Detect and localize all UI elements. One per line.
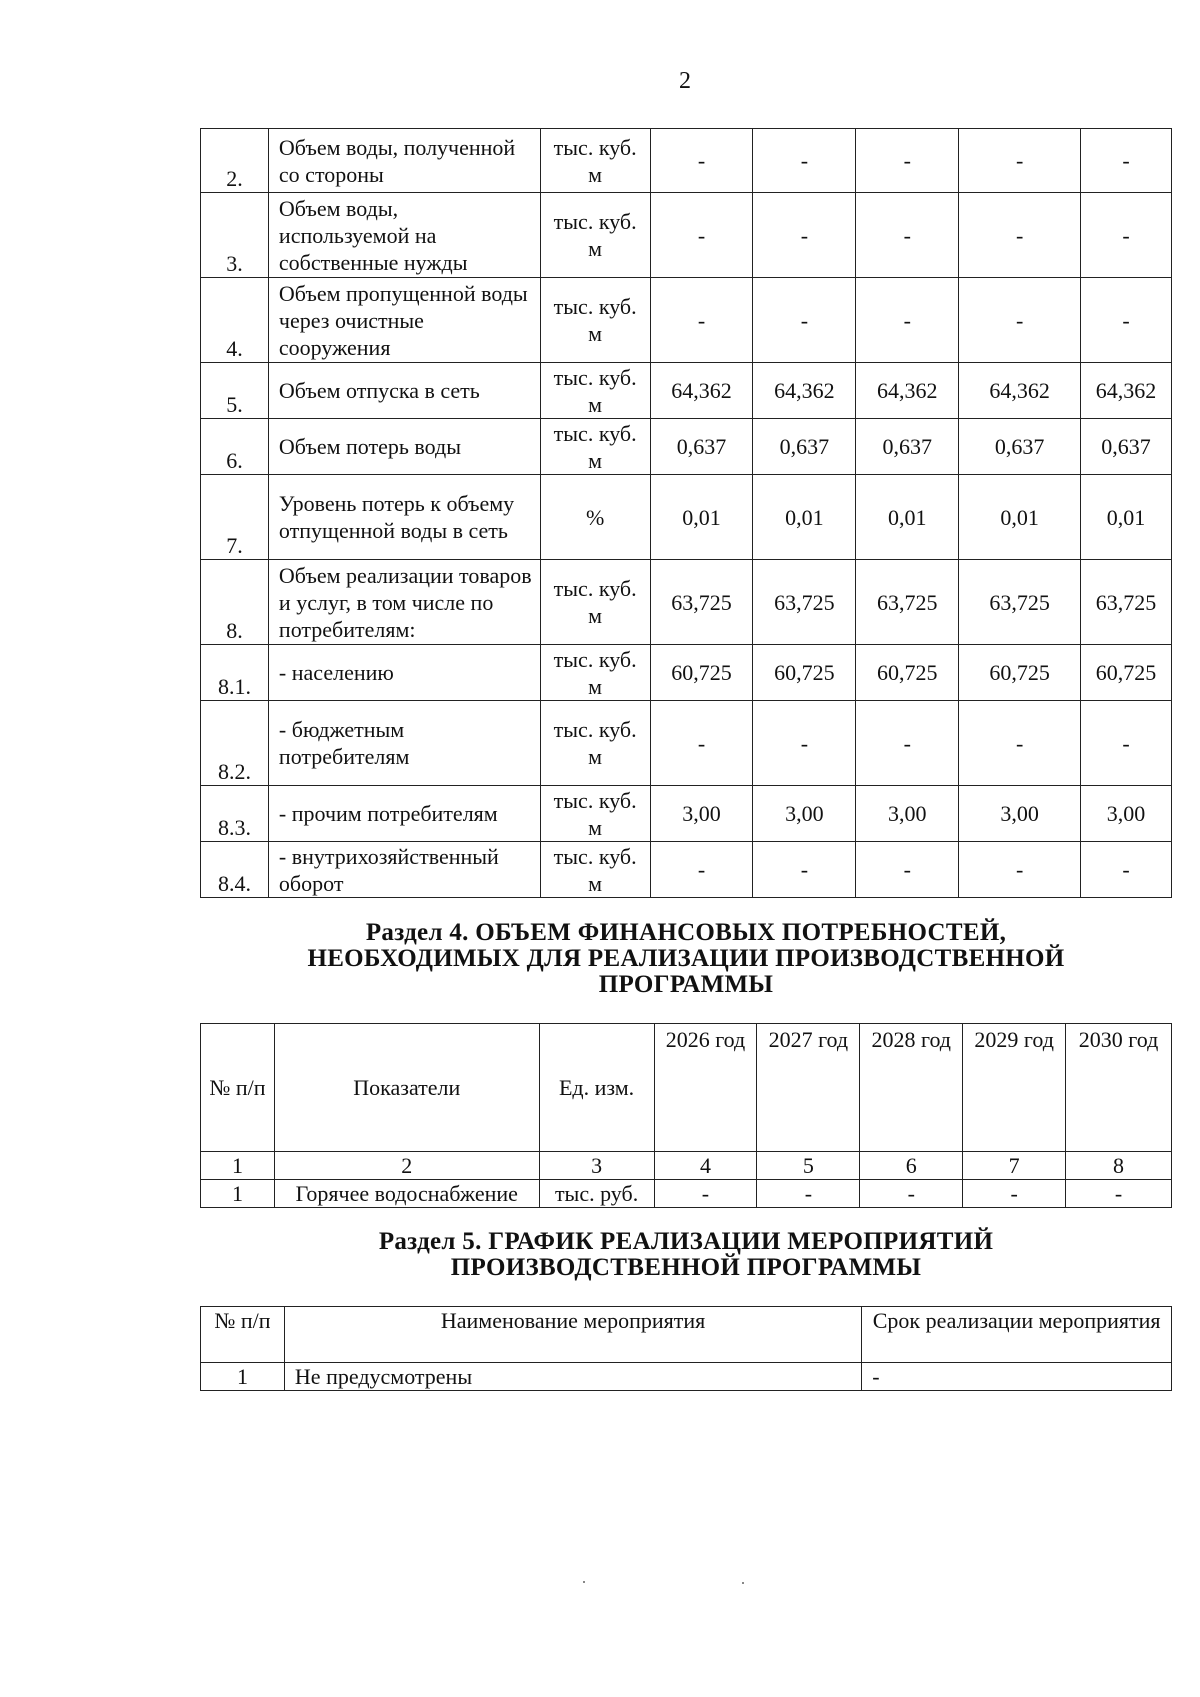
col-num-header: № п/п bbox=[201, 1307, 285, 1363]
row-value: 3,00 bbox=[1081, 786, 1172, 842]
table-row bbox=[201, 786, 1172, 842]
row-value: - bbox=[753, 701, 856, 786]
row-value: 3,00 bbox=[959, 786, 1081, 842]
schedule-table bbox=[200, 1306, 1172, 1391]
row-value: 60,725 bbox=[753, 645, 856, 701]
row-value: - bbox=[1081, 129, 1172, 193]
row-num: 3. bbox=[201, 193, 269, 278]
row-unit: тыс. куб. м bbox=[540, 363, 650, 419]
row-name: - внутрихозяйственный оборот bbox=[268, 842, 540, 898]
row-value: - bbox=[856, 129, 959, 193]
col-num-header: № п/п bbox=[201, 1024, 275, 1152]
row-value: - bbox=[650, 129, 753, 193]
row-value: 63,725 bbox=[650, 560, 753, 645]
row-value: 0,637 bbox=[856, 419, 959, 475]
row-term: - bbox=[862, 1363, 1172, 1391]
row-unit: тыс. куб. м bbox=[540, 129, 650, 193]
row-value: - bbox=[650, 193, 753, 278]
row-value: 0,01 bbox=[753, 475, 856, 560]
table-row bbox=[201, 193, 1172, 278]
row-name: Объем воды, полученной со стороны bbox=[268, 129, 540, 193]
row-num: 1 bbox=[201, 1363, 285, 1391]
row-name: Объем воды, используемой на собственные нужды bbox=[268, 193, 540, 278]
row-value: - bbox=[856, 842, 959, 898]
row-num: 8. bbox=[201, 560, 269, 645]
row-num: 1 bbox=[201, 1180, 275, 1208]
table-row bbox=[201, 701, 1172, 786]
row-value: 60,725 bbox=[1081, 645, 1172, 701]
row-value: 63,725 bbox=[856, 560, 959, 645]
row-value: 64,362 bbox=[959, 363, 1081, 419]
row-value: 64,362 bbox=[856, 363, 959, 419]
table-row bbox=[201, 475, 1172, 560]
row-value: - bbox=[963, 1180, 1066, 1208]
col-term-header: Срок реализации мероприятия bbox=[862, 1307, 1172, 1363]
table-row bbox=[201, 129, 1172, 193]
row-value: 3,00 bbox=[650, 786, 753, 842]
col-year-header: 2029 год bbox=[963, 1024, 1066, 1152]
row-name: Объем реализации товаров и услуг, в том числе по потребителям: bbox=[268, 560, 540, 645]
row-value: - bbox=[654, 1180, 757, 1208]
row-value: - bbox=[860, 1180, 963, 1208]
row-value: 0,637 bbox=[1081, 419, 1172, 475]
row-value: - bbox=[753, 129, 856, 193]
index-cell: 1 bbox=[201, 1152, 275, 1180]
row-value: - bbox=[650, 842, 753, 898]
row-value: 60,725 bbox=[856, 645, 959, 701]
col-indicators-header: Показатели bbox=[274, 1024, 539, 1152]
index-cell: 6 bbox=[860, 1152, 963, 1180]
index-cell: 4 bbox=[654, 1152, 757, 1180]
row-num: 2. bbox=[201, 129, 269, 193]
col-year-header: 2027 год bbox=[757, 1024, 860, 1152]
row-value: - bbox=[757, 1180, 860, 1208]
scan-speck bbox=[583, 1581, 585, 1583]
col-year-header: 2030 год bbox=[1066, 1024, 1172, 1152]
row-value: - bbox=[959, 701, 1081, 786]
row-unit: тыс. куб. м bbox=[540, 419, 650, 475]
row-unit: тыс. руб. bbox=[539, 1180, 654, 1208]
row-unit: тыс. куб. м bbox=[540, 278, 650, 363]
row-value: - bbox=[650, 278, 753, 363]
row-name: - бюджетным потребителям bbox=[268, 701, 540, 786]
col-year-header: 2028 год bbox=[860, 1024, 963, 1152]
section4-heading: Раздел 4. ОБЪЕМ ФИНАНСОВЫХ ПОТРЕБНОСТЕЙ, НЕОБХОДИМЫХ ДЛЯ РЕАЛИЗАЦИИ ПРОИЗВОДСТВЕННОЙ ПРОГРАММЫ bbox=[307, 919, 1065, 998]
table-row bbox=[201, 645, 1172, 701]
row-value: 0,637 bbox=[959, 419, 1081, 475]
row-num: 8.1. bbox=[201, 645, 269, 701]
row-value: 0,01 bbox=[959, 475, 1081, 560]
table-row bbox=[201, 419, 1172, 475]
table-row bbox=[201, 1180, 1172, 1208]
row-value: - bbox=[1066, 1180, 1172, 1208]
row-num: 8.4. bbox=[201, 842, 269, 898]
row-value: - bbox=[1081, 842, 1172, 898]
row-unit: тыс. куб. м bbox=[540, 193, 650, 278]
row-num: 7. bbox=[201, 475, 269, 560]
index-cell: 5 bbox=[757, 1152, 860, 1180]
row-name: Объем пропущенной воды через очистные сооружения bbox=[268, 278, 540, 363]
index-cell: 7 bbox=[963, 1152, 1066, 1180]
row-unit: тыс. куб. м bbox=[540, 842, 650, 898]
row-unit: тыс. куб. м bbox=[540, 560, 650, 645]
row-value: - bbox=[856, 701, 959, 786]
row-value: - bbox=[1081, 701, 1172, 786]
row-value: - bbox=[650, 701, 753, 786]
production-indicators-table bbox=[200, 128, 1172, 898]
row-unit: тыс. куб. м bbox=[540, 645, 650, 701]
row-name: - прочим потребителям bbox=[268, 786, 540, 842]
row-value: - bbox=[1081, 193, 1172, 278]
row-name: Уровень потерь к объему отпущенной воды в сеть bbox=[268, 475, 540, 560]
row-value: - bbox=[753, 193, 856, 278]
scan-speck bbox=[742, 1582, 744, 1584]
table-row bbox=[201, 363, 1172, 419]
row-name: Объем потерь воды bbox=[268, 419, 540, 475]
row-unit: тыс. куб. м bbox=[540, 701, 650, 786]
row-value: - bbox=[959, 842, 1081, 898]
row-value: - bbox=[959, 278, 1081, 363]
row-value: - bbox=[753, 842, 856, 898]
row-value: 64,362 bbox=[1081, 363, 1172, 419]
row-num: 8.2. bbox=[201, 701, 269, 786]
row-value: 3,00 bbox=[856, 786, 959, 842]
row-value: 63,725 bbox=[1081, 560, 1172, 645]
row-name: - населению bbox=[268, 645, 540, 701]
section5-heading: Раздел 5. ГРАФИК РЕАЛИЗАЦИИ МЕРОПРИЯТИЙ ПРОИЗВОДСТВЕННОЙ ПРОГРАММЫ bbox=[378, 1228, 994, 1281]
col-unit-header: Ед. изм. bbox=[539, 1024, 654, 1152]
row-unit: тыс. куб. м bbox=[540, 786, 650, 842]
page-number: 2 bbox=[679, 68, 691, 94]
table-row bbox=[201, 842, 1172, 898]
row-value: 0,01 bbox=[1081, 475, 1172, 560]
row-value: - bbox=[753, 278, 856, 363]
row-value: 0,637 bbox=[753, 419, 856, 475]
row-value: - bbox=[959, 193, 1081, 278]
table-row bbox=[201, 560, 1172, 645]
row-unit: % bbox=[540, 475, 650, 560]
row-value: 63,725 bbox=[753, 560, 856, 645]
row-value: 60,725 bbox=[959, 645, 1081, 701]
row-value: 0,01 bbox=[856, 475, 959, 560]
index-cell: 3 bbox=[539, 1152, 654, 1180]
financial-needs-table bbox=[200, 1023, 1172, 1208]
table-row bbox=[201, 1363, 1172, 1391]
row-num: 6. bbox=[201, 419, 269, 475]
row-value: - bbox=[1081, 278, 1172, 363]
table-header-row bbox=[201, 1024, 1172, 1152]
row-value: 3,00 bbox=[753, 786, 856, 842]
row-value: - bbox=[856, 278, 959, 363]
row-value: - bbox=[856, 193, 959, 278]
row-value: 60,725 bbox=[650, 645, 753, 701]
row-value: 64,362 bbox=[753, 363, 856, 419]
col-year-header: 2026 год bbox=[654, 1024, 757, 1152]
row-value: 0,637 bbox=[650, 419, 753, 475]
col-name-header: Наименование мероприятия bbox=[284, 1307, 861, 1363]
row-value: 0,01 bbox=[650, 475, 753, 560]
index-cell: 2 bbox=[274, 1152, 539, 1180]
row-value: - bbox=[959, 129, 1081, 193]
table-row bbox=[201, 278, 1172, 363]
row-name: Горячее водоснабжение bbox=[274, 1180, 539, 1208]
row-value: 63,725 bbox=[959, 560, 1081, 645]
row-name: Объем отпуска в сеть bbox=[268, 363, 540, 419]
row-num: 8.3. bbox=[201, 786, 269, 842]
row-num: 4. bbox=[201, 278, 269, 363]
row-name: Не предусмотрены bbox=[284, 1363, 861, 1391]
table-header-row bbox=[201, 1307, 1172, 1363]
row-value: 64,362 bbox=[650, 363, 753, 419]
index-row bbox=[201, 1152, 1172, 1180]
index-cell: 8 bbox=[1066, 1152, 1172, 1180]
row-num: 5. bbox=[201, 363, 269, 419]
